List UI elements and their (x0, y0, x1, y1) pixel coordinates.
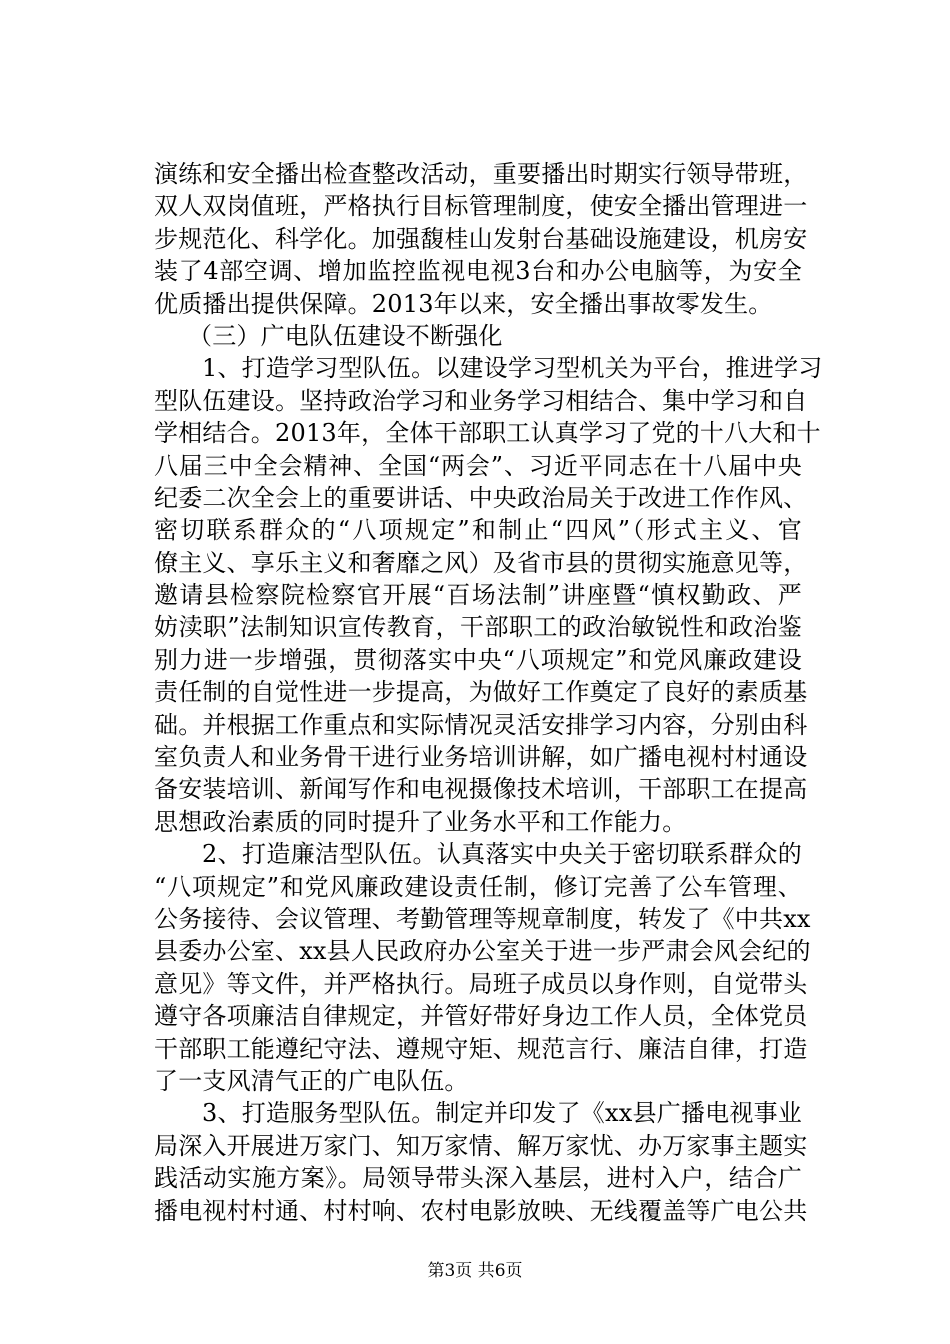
text-line: 密切联系群众的“八项规定”和制止“四风”（形式主义、官 (154, 516, 802, 545)
text-line: 遵守各项廉洁自律规定，并管好带好身边工作人员，全体党员 (154, 1002, 808, 1031)
text-line: 县委办公室、xx县人民政府办公室关于进一步严肃会风会纪的 (154, 937, 811, 966)
text-line: 意见》等文件，并严格执行。局班子成员以身作则，自觉带头 (154, 969, 808, 998)
text-line: 公务接待、会议管理、考勤管理等规章制度，转发了《中共xx (154, 904, 811, 933)
text-line: 步规范化、科学化。加强馥桂山发射台基础设施建设，机房安 (154, 224, 808, 253)
text-line: 局深入开展进万家门、知万家情、解万家忧、办万家事主题实 (154, 1131, 808, 1160)
text-line: 思想政治素质的同时提升了业务水平和工作能力。 (154, 807, 687, 836)
text-line: “八项规定”和党风廉政建设责任制，修订完善了公车管理、 (154, 872, 802, 901)
text-line: 双人双岗值班，严格执行目标管理制度，使安全播出管理进一 (154, 192, 808, 221)
paragraph-start-line: 1、打造学习型队伍。以建设学习型机关为平台，推进学习 (202, 354, 823, 383)
text-line: 八届三中全会精神、全国“两会”、习近平同志在十八届中央 (154, 451, 802, 480)
page-number-footer: 第3页 共6页 (427, 1261, 523, 1281)
text-line: 了一支风清气正的广电队伍。 (154, 1066, 469, 1095)
text-line: 型队伍建设。坚持政治学习和业务学习相结合、集中学习和自 (154, 386, 808, 415)
text-line: 备安装培训、新闻写作和电视摄像技术培训，干部职工在提高 (154, 775, 808, 804)
text-line: 僚主义、享乐主义和奢靡之风）及省市县的贯彻实施意见等， (154, 548, 808, 577)
document-body (154, 158, 823, 1227)
text-line: 播电视村村通、村村响、农村电影放映、无线覆盖等广电公共 (154, 1196, 808, 1225)
text-line: 础。并根据工作重点和实际情况灵活安排学习内容，分别由科 (154, 710, 808, 739)
text-line: 妨渎职”法制知识宣传教育，干部职工的政治敏锐性和政治鉴 (154, 613, 802, 642)
text-line: 装了4部空调、增加监控监视电视3台和办公电脑等，为安全 (154, 257, 802, 286)
text-line: 践活动实施方案》。局领导带头深入基层，进村入户，结合广 (154, 1164, 802, 1193)
paragraph-start-line: 3、打造服务型队伍。制定并印发了《xx县广播电视事业 (202, 1099, 802, 1128)
text-line: 纪委二次全会上的重要讲话、中央政治局关于改进工作作风、 (154, 483, 808, 512)
section-heading: （三）广电队伍建设不断强化 (188, 321, 503, 350)
text-line: 学相结合。2013年，全体干部职工认真学习了党的十八大和十 (154, 419, 821, 448)
text-line: 责任制的自觉性进一步提高，为做好工作奠定了良好的素质基 (154, 678, 808, 707)
text-line: 优质播出提供保障。2013年以来，安全播出事故零发生。 (154, 289, 773, 318)
text-line: 别力进一步增强，贯彻落实中央“八项规定”和党风廉政建设 (154, 645, 802, 674)
text-line: 演练和安全播出检查整改活动，重要播出时期实行领导带班， (154, 160, 808, 188)
text-line: 室负责人和业务骨干进行业务培训讲解，如广播电视村村通设 (154, 743, 808, 772)
paragraph-start-line: 2、打造廉洁型队伍。认真落实中央关于密切联系群众的 (202, 840, 802, 869)
text-line: 邀请县检察院检察官开展“百场法制”讲座暨“慎权勤政、严 (154, 581, 802, 610)
text-line: 干部职工能遵纪守法、遵规守矩、规范言行、廉洁自律，打造 (154, 1034, 808, 1063)
